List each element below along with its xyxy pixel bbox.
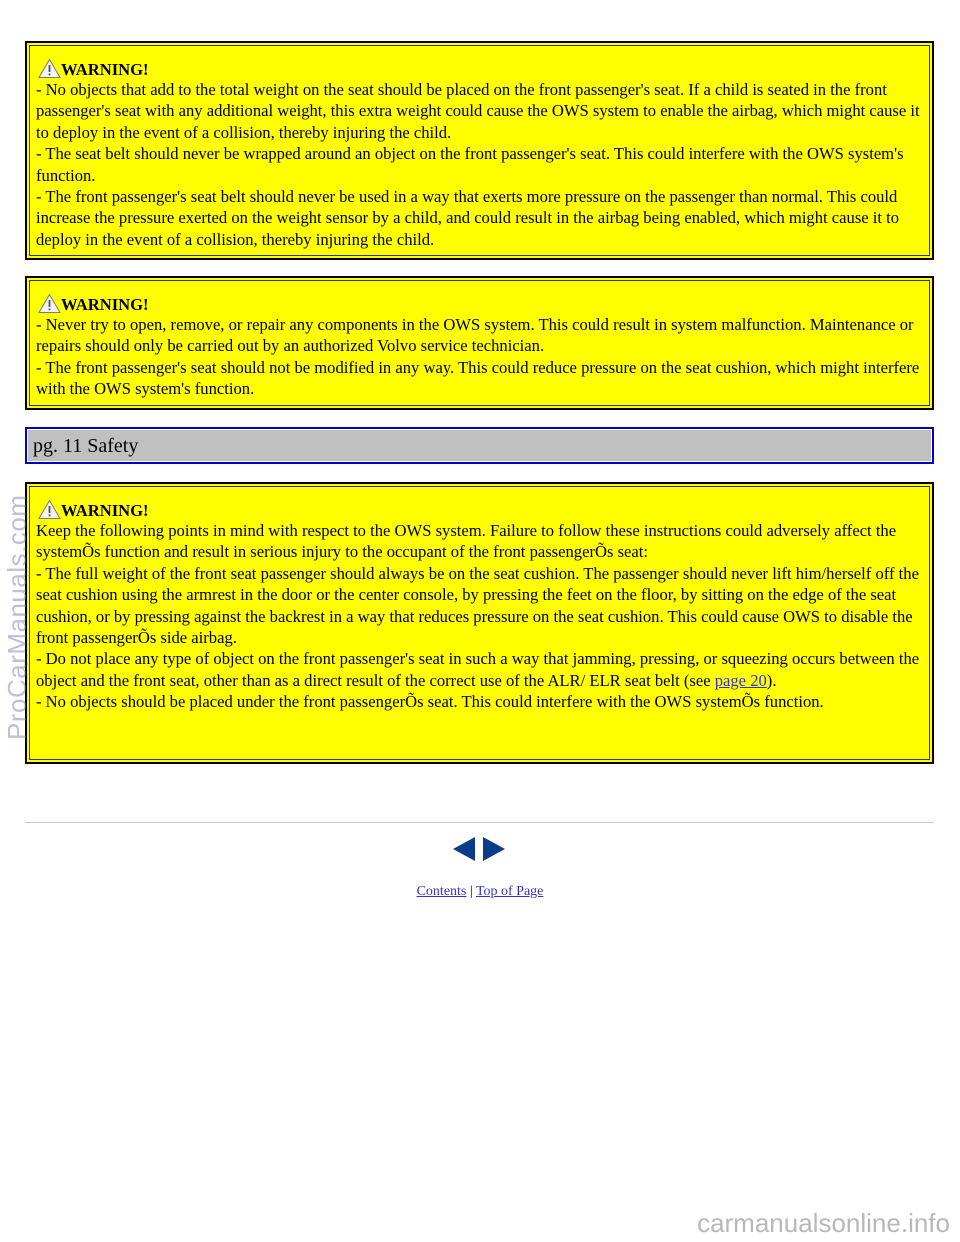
- footer-separator: |: [469, 884, 473, 899]
- warning-title: [36, 290, 923, 314]
- brand-watermark: carmanualsonline.info: [697, 1208, 950, 1238]
- warning-paragraph: Keep the following points in mind with respect to the OWS system. Failure to follow these instructions could adversely affect the systemÕs function and result in serious injury to the occupant of the front passengerÕs seat:: [36, 521, 897, 562]
- warning-paragraph: - The full weight of the front seat passenger should always be on the seat cushion. The passenger should never lift him/herself off the seat cushion using the armrest in the door or the center console, by pressing the feet on the floor, by sitting on the edge of the seat cushion, or by pressing against the backrest in a way that reduces pressure on the seat cushion. This could cause OWS to disable the front passengerÕs side airbag.: [36, 563, 919, 648]
- warning-title: [36, 496, 923, 520]
- warning-paragraph: - No objects should be placed under the front passengerÕs seat. This could interfere with the OWS systemÕs function.: [36, 692, 824, 712]
- top-of-page-link[interactable]: Top of Page: [475, 884, 544, 899]
- contents-link[interactable]: Contents: [416, 884, 467, 899]
- warning-paragraph: - The front passenger's seat should not be modified in any way. This could reduce pressure on the seat cushion, which might interfere with the OWS system's function.: [36, 357, 920, 399]
- section-header: pg. 11 Safety: [25, 427, 934, 464]
- warning-paragraph: - The front passenger's seat belt should never be used in a way that exerts more pressure on the passenger than normal. This could increase the pressure exerted on the weight sensor by a child, and could result in the airbag being enabled, which might cause it to deploy in the event of a collision, thereby injuring the child.: [36, 187, 900, 249]
- warning-paragraph: - The seat belt should never be wrapped around an object on the front passenger's seat. This could interfere with the OWS system's function.: [36, 144, 904, 185]
- warning-box-1: [25, 41, 934, 260]
- page-20-link[interactable]: page 20: [714, 670, 767, 690]
- warning-title-text: WARNING!: [61, 500, 149, 520]
- warning-triangle-icon: [38, 499, 61, 520]
- warning-paragraph: - Never try to open, remove, or repair any components in the OWS system. This could result in system malfunction. Maintenance or repairs should only be carried out by an authorized Volvo service technician.: [36, 315, 914, 356]
- warning-box-3: [25, 482, 934, 764]
- footer-links: [0, 884, 960, 900]
- warning-title-text: WARNING!: [61, 294, 149, 314]
- warning-box-2: [25, 276, 934, 410]
- next-page-arrow-icon[interactable]: [482, 836, 506, 862]
- warning-title-text: WARNING!: [61, 59, 149, 79]
- side-watermark: ProCarManuals.com: [2, 494, 32, 740]
- previous-page-arrow-icon[interactable]: [452, 836, 476, 862]
- warning-paragraph: - No objects that add to the total weight on the seat should be placed on the front passenger's seat. If a child is seated in the front passenger's seat with any additional weight, this extra weight could cause the OWS system to enable the airbag, which might cause it to deploy in the event of a collision, thereby injuring the child.: [36, 80, 920, 142]
- warning-paragraph-with-link: [36, 648, 923, 691]
- horizontal-divider: [25, 822, 934, 824]
- warning-triangle-icon: [38, 58, 61, 79]
- warning-title: [36, 55, 923, 79]
- link-paragraph-after: ).: [766, 670, 777, 690]
- link-paragraph-before: - Do not place any type of object on the front passenger's seat in such a way that jamming, pressing, or squeezing occurs between the object and the front seat, other than as a direct result of the correct use of the ALR/ ELR seat belt (see: [36, 649, 920, 690]
- page-navigation: [452, 836, 508, 864]
- warning-triangle-icon: [38, 293, 61, 314]
